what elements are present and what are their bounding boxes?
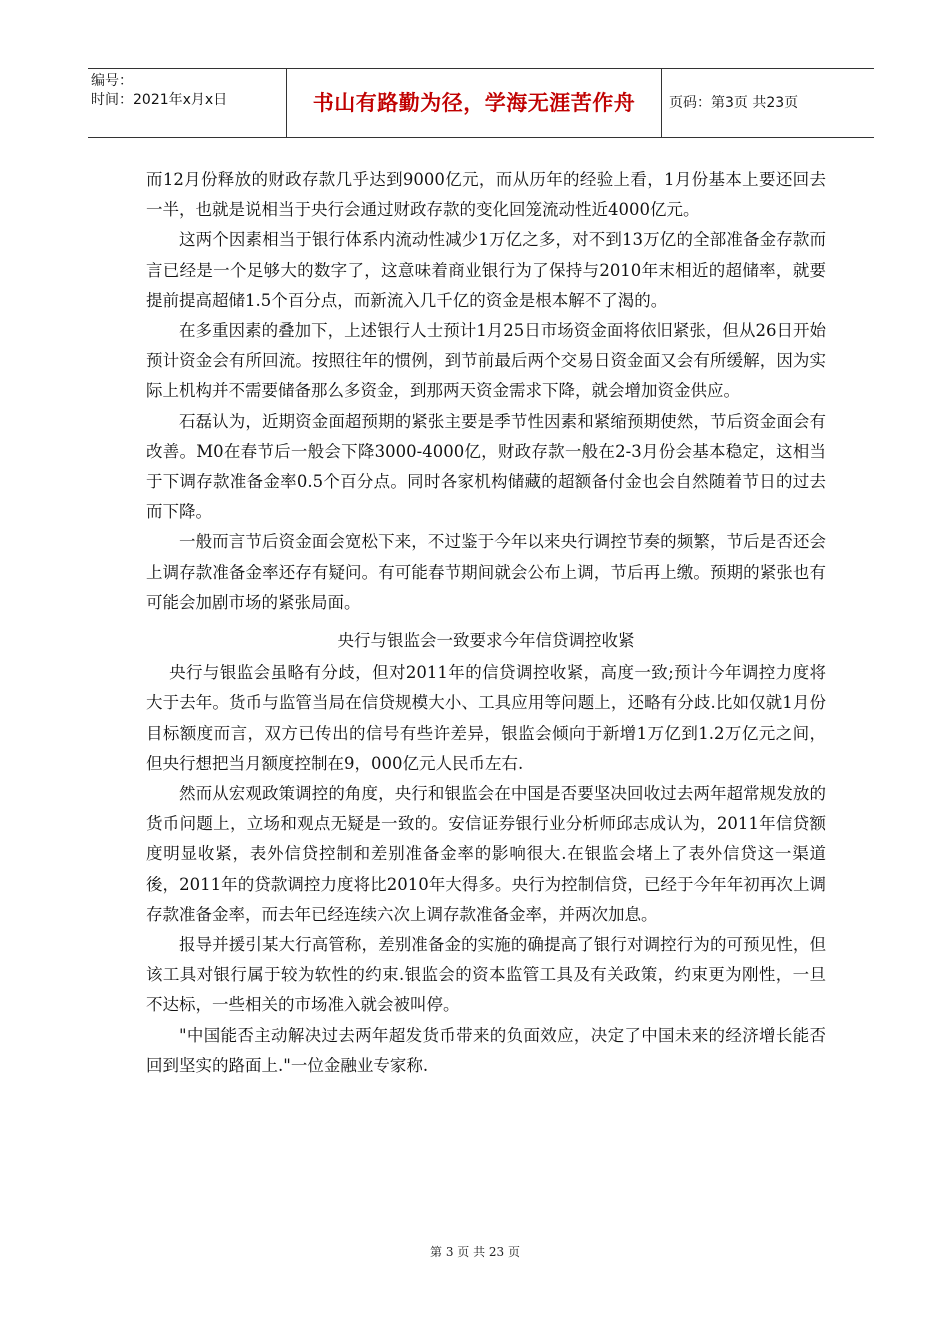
paragraph: 在多重因素的叠加下，上述银行人士预计1月25日市场资金面将依旧紧张，但从26日开始预计资金会有所回流。按照往年的惯例，到节前最后两个交易日资金面又会有所缓解，因为实际上机构并不需要储备那么多资金，到那两天资金需求下降，就会增加资金供应。 [146, 321, 826, 401]
time-label: 时间：2021年x月x日 [91, 92, 228, 108]
page-header [88, 68, 874, 138]
number-label: 编号： [91, 73, 133, 89]
paragraph: 报导并援引某大行高管称，差别准备金的实施的确提高了银行对调控行为的可预见性，但该工具对银行属于较为软性的约束.银监会的资本监管工具及有关政策，约束更为刚性，一旦不达标，一些相关的市场准入就会被叫停。 [146, 935, 826, 1015]
header-page-info: 页码：第3页 共23页 [669, 95, 799, 111]
paragraph: 然而从宏观政策调控的角度，央行和银监会在中国是否要坚决回收过去两年超常规发放的货币问题上，立场和观点无疑是一致的。安信证券银行业分析师邱志成认为，2011年信贷额度明显收紧，表外信贷控制和差别准备金率的影响很大.在银监会堵上了表外信贷这一渠道後，2011年的贷款调控力度将比2010年大得多。央行为控制信贷，已经于今年年初再次上调存款准备金率，而去年已经连续六次上调存款准备金率，并两次加息。 [146, 784, 826, 924]
paragraph: "中国能否主动解决过去两年超发货币带来的负面效应，决定了中国未来的经济增长能否回到坚实的路面上."一位金融业专家称. [146, 1025, 826, 1075]
paragraph: 一般而言节后资金面会宽松下来，不过鉴于今年以来央行调控节奏的频繁，节后是否还会上调存款准备金率还存有疑问。有可能春节期间就会公布上调，节后再上缴。预期的紧张也有可能会加剧市场的紧张局面。 [146, 532, 826, 612]
page-footer: 第 3 页 共 23 页 [430, 1245, 520, 1259]
section-title: 央行与银监会一致要求今年信贷调控收紧 [337, 631, 635, 651]
paragraph: 这两个因素相当于银行体系内流动性减少1万亿之多，对不到13万亿的全部准备金存款而言已经是一个足够大的数字了，这意味着商业银行为了保持与2010年末相近的超储率，就要提前提高超储1.5个百分点，而新流入几千亿的资金是根本解不了渴的。 [146, 230, 826, 310]
paragraph: 而12月份释放的财政存款几乎达到9000亿元，而从历年的经验上看，1月份基本上要还回去一半，也就是说相当于央行会通过财政存款的变化回笼流动性近4000亿元。 [146, 170, 826, 220]
header-motto: 书山有路勤为径，学海无涯苦作舟 [312, 91, 636, 115]
paragraph: 央行与银监会虽略有分歧，但对2011年的信贷调控收紧，高度一致;预计今年调控力度将大于去年。货币与监管当局在信贷规模大小、工具应用等问题上，还略有分歧.比如仅就1月份目标额度而言，双方已传出的信号有些许差异，银监会倾向于新增1万亿到1.2万亿元之间，但央行想把当月额度控制在9，000亿元人民币左右. [146, 663, 826, 773]
document-body [146, 165, 826, 1081]
paragraph: 石磊认为，近期资金面超预期的紧张主要是季节性因素和紧缩预期使然，节后资金面会有改善。M0在春节后一般会下降3000-4000亿，财政存款一般在2-3月份会基本稳定，这相当于下调存款准备金率0.5个百分点。同时各家机构储藏的超额备付金也会自然随着节日的过去而下降。 [146, 411, 826, 522]
header-meta [91, 72, 227, 110]
header-divider [661, 69, 662, 137]
